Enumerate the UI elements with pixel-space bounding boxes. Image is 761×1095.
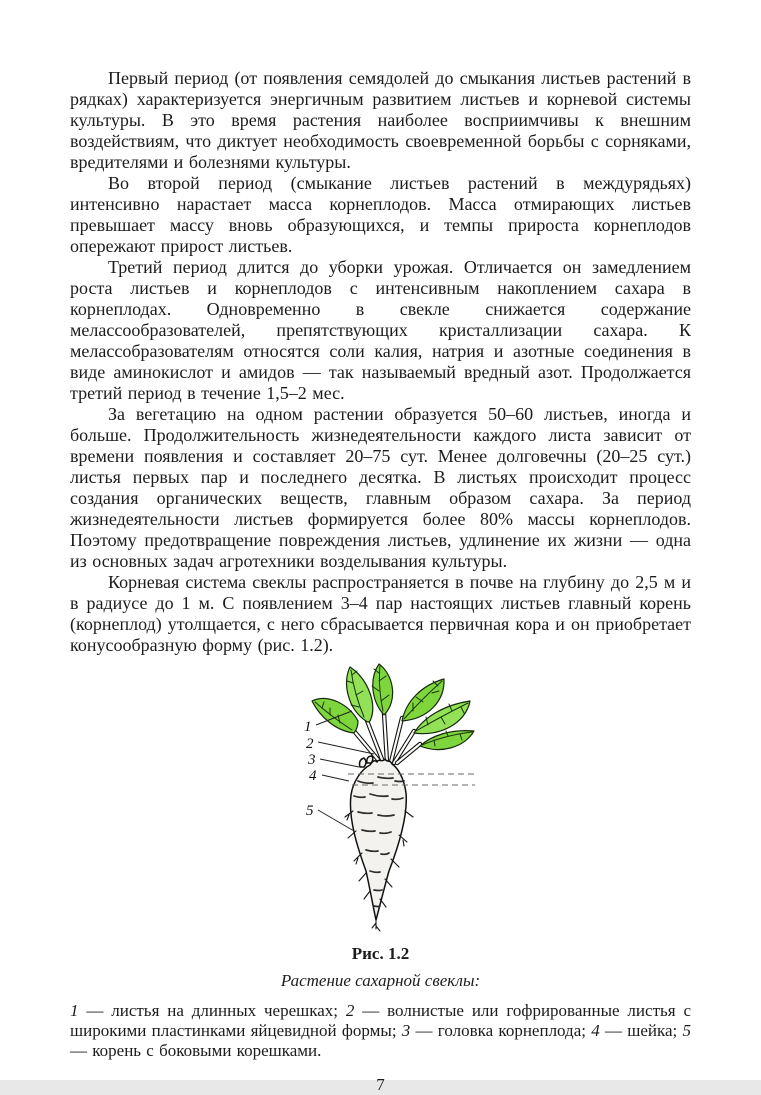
legend-num-1: 1 [70,1001,79,1020]
sugar-beet-illustration [292,663,492,933]
legend-text-5: — корень с боковыми корешками. [70,1041,322,1060]
legend-num-5: 5 [682,1021,691,1040]
legend-num-4: 4 [591,1021,600,1040]
paragraph-second-period: Во второй период (смыкание листьев растений в междурядьях) интенсивно нарастает масса корнеплодов. Масса отмирающих листьев превышает массу вновь образующихся, и темпы прироста корнеплодов опережают прирост листьев. [70,173,691,256]
beet-petioles [354,713,420,763]
figure-subcaption: Растение сахарной свеклы: [280,971,481,990]
paragraph-vegetation: За вегетацию на одном растении образуется 50–60 листьев, иногда и больше. Продолжительность жизнедеятельности каждого листа зависит от времени появления и составляет 20–75 сут. Менее долговечны (20–25 сут.) листья первых пар и последнего десятка. В листьях происходит процесс создания органических веществ, главным образом сахара. За период жизнедеятельности листьев формируется более 80% массы корнеплодов. Поэтому предотвращение повреждения листьев, удлинение их жизни — одна из основных задач агротехники возделывания культуры. [70,404,691,571]
callout-1: 1 [304,719,312,735]
callout-5: 5 [306,803,314,819]
figure-caption: Рис. 1.2 [351,944,410,963]
legend-num-2: 2 [345,1001,355,1020]
beet-root [345,756,413,931]
page-number: 7 [376,1075,385,1094]
callout-numbers [304,719,317,819]
callout-4: 4 [309,768,317,784]
legend-text-1: — листья на длинных черешках; [78,1001,346,1020]
figure-sugar-beet [292,663,492,933]
legend-text-3: — головка корнеплода; [410,1021,592,1040]
legend-text-4: — шейка; [599,1021,683,1040]
body-text [70,68,691,656]
beet-leaves [312,664,474,750]
figure-legend [70,1001,691,1061]
paragraph-root-system: Корневая система свеклы распространяется в почве на глубину до 2,5 м и в радиусе до 1 м. С появлением 3–4 пар настоящих листьев главный корень (корнеплод) утолщается, с него сбрасывается первичная кора и он приобретает конусообразную форму (рис. 1.2). [70,572,691,655]
legend-text-2: — волнистые или гофрированные листья с широкими пластинками яйцевидной формы; [70,1001,691,1040]
paragraph-first-period: Первый период (от появления семядолей до смыкания листьев растений в рядках) характеризуется энергичным развитием листьев и корневой системы культуры. В это время растения наиболее восприимчивы к внешним воздействиям, что диктует необходимость своевременной борьбы с сорняками, вредителями и болезнями культуры. [70,68,691,172]
paragraph-third-period: Третий период длится до уборки урожая. Отличается он замедлением роста листьев и корнеплодов с интенсивным накоплением сахара в корнеплодах. Одновременно в свекле снижается содержание мелассообразователей, препятствующих кристаллизации сахара. К мелассобразователям относятся соли калия, натрия и азотные соединения в виде аминокислот и амидов — так называемый вредный азот. Продолжается третий период в течение 1,5–2 мес. [70,257,691,403]
callout-2: 2 [306,736,314,752]
legend-num-3: 3 [401,1021,411,1040]
callout-3: 3 [308,752,316,768]
